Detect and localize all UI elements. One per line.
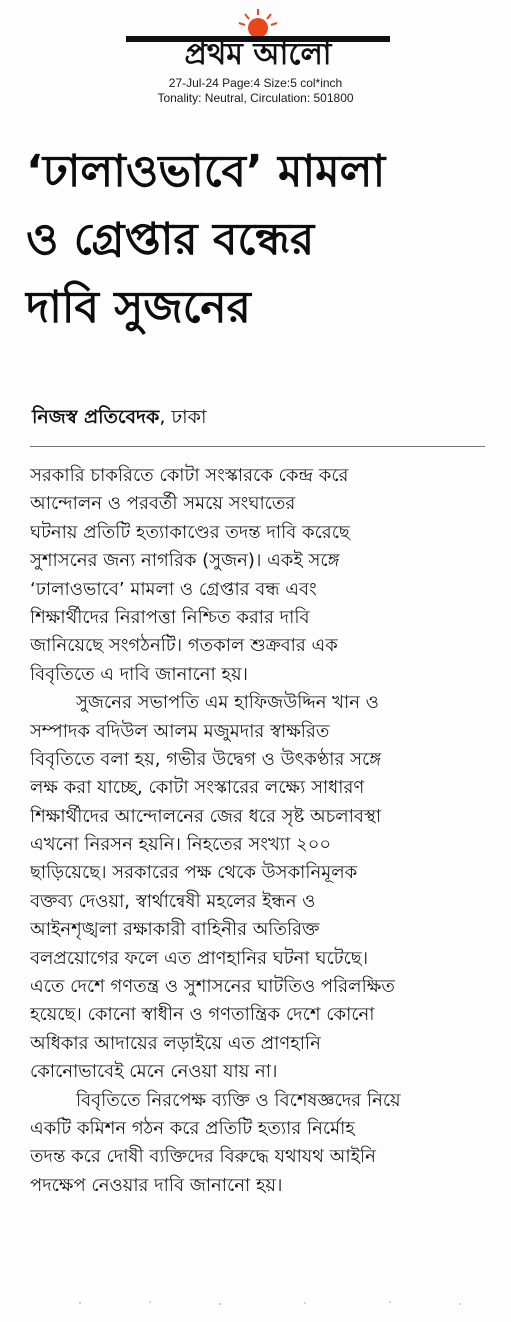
sun-icon <box>239 9 277 38</box>
body-line: সুশাসনের জন্য নাগরিক (সুজন)। একই সঙ্গে <box>30 550 340 572</box>
body-line: এতে দেশে গণতন্ত্র ও সুশাসনের ঘাটতিও পরিলক্ষিত <box>30 976 395 998</box>
body-line: আন্দোলন ও পরবর্তী সময়ে সংঘাতের <box>30 493 296 515</box>
body-line: বিবৃতিতে এ দাবি জানানো হয়। <box>30 663 248 685</box>
body-line: অধিকার আদায়ের লড়াইয়ে এত প্রাণহানি <box>30 1032 321 1054</box>
body-line: এখনো নিরসন হয়নি। নিহতের সংখ্যা ২০০ <box>30 834 332 856</box>
body-line: বলপ্রয়োগের ফলে এত প্রাণহানির ঘটনা ঘটেছে। <box>30 947 369 969</box>
clip-meta-line-2: Tonality: Neutral, Circulation: 501800 <box>157 91 354 105</box>
body-line: হয়েছে। কোনো স্বাধীন ও গণতান্ত্রিক দেশে কোনো <box>30 1004 375 1026</box>
body-line: ঘটনায় প্রতিটি হত্যাকাণ্ডের তদন্ত দাবি করেছে <box>30 521 350 543</box>
body-line: ছাড়িয়েছে। সরকারের পক্ষ থেকে উসকানিমূলক <box>30 862 358 884</box>
body-line: জানিয়েছে সংগঠনটি। গতকাল শুক্রবার এক <box>30 635 338 657</box>
body-line: তদন্ত করে দোষী ব্যক্তিদের বিরুদ্ধে যথাযথ আইনি <box>30 1146 376 1168</box>
body-line: সুজনের সভাপতি এম হাফিজউদ্দিন খান ও <box>76 692 379 714</box>
body-line: কোনোভাবেই মেনে নেওয়া যায় না। <box>30 1061 278 1083</box>
body-line: বিবৃতিতে বলা হয়, গভীর উদ্বেগ ও উৎকণ্ঠার সঙ্গে <box>30 748 382 770</box>
prothom-alo-logo-icon <box>118 6 398 68</box>
byline-author: নিজস্ব প্রতিবেদক <box>32 406 160 428</box>
byline <box>32 404 206 430</box>
body-line: সম্পাদক বদিউল আলম মজুমদার স্বাক্ষরিত <box>30 720 330 742</box>
body-line: শিক্ষার্থীদের আন্দোলনের জের ধরে সৃষ্ট অচলাবস্থা <box>30 805 382 827</box>
headline-line: দাবি সুজনের <box>26 282 251 333</box>
byline-separator: , <box>159 406 172 428</box>
body-line: বিবৃতিতে নিরপেক্ষ ব্যক্তি ও বিশেষজ্ঞদের নিয়ে <box>76 1089 401 1111</box>
body-line: লক্ষ করা যাচ্ছে, কোটা সংস্কারের লক্ষ্যে সাধারণ <box>30 777 365 799</box>
scan-noise-decoration <box>60 1298 480 1308</box>
masthead-logo <box>118 6 398 68</box>
headline <box>26 138 486 342</box>
headline-line: ‘ঢালাওভাবে’ মামলা <box>26 146 386 197</box>
headline-line: ও গ্রেপ্তার বন্ধের <box>26 214 315 265</box>
article-body <box>30 462 488 1200</box>
byline-place: ঢাকা <box>171 406 207 428</box>
body-line: সরকারি চাকরিতে কোটা সংস্কারকে কেন্দ্র করে <box>30 465 349 486</box>
body-line: আইনশৃঙ্খলা রক্ষাকারী বাহিনীর অতিরিক্ত <box>30 919 320 941</box>
body-line: পদক্ষেপ নেওয়ার দাবি জানানো হয়। <box>30 1174 283 1196</box>
body-line: শিক্ষার্থীদের নিরাপত্তা নিশ্চিত করার দাবি <box>30 606 310 628</box>
clip-meta-line-1: 27-Jul-24 Page:4 Size:5 col*inch <box>168 76 343 90</box>
body-line: একটি কমিশন গঠন করে প্রতিটি হত্যার নির্মোহ <box>30 1117 355 1139</box>
byline-divider <box>30 446 485 447</box>
logo-wordmark: প্রথম আলো <box>184 37 332 68</box>
body-line: ‘ঢালাওভাবে’ মামলা ও গ্রেপ্তার বন্ধ এবং <box>30 578 317 600</box>
body-line: বক্তব্য দেওয়া, স্বার্থান্বেষী মহলের ইন্ধন ও <box>30 890 316 912</box>
